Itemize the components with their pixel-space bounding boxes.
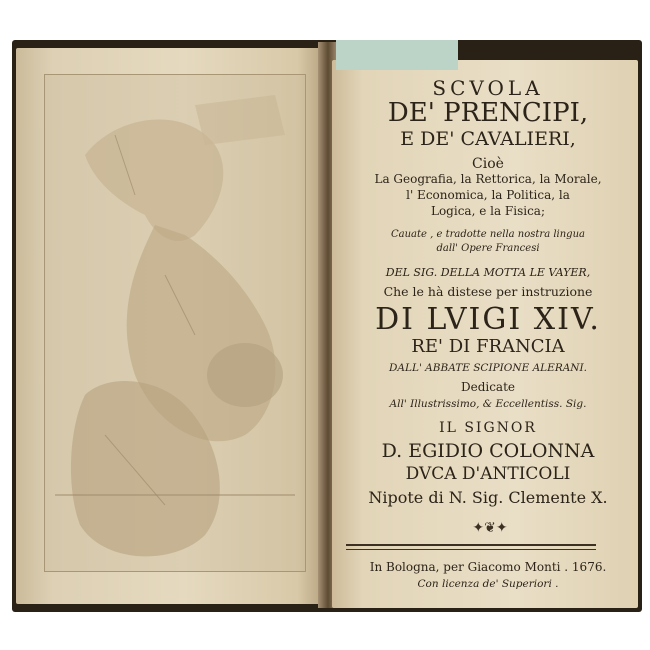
licence-line: Con licenza de' Superiori .	[417, 578, 559, 590]
dedicatee-name: D. EGIDIO COLONNA	[381, 440, 595, 462]
title-line-3: E DE' CAVALIERI,	[400, 128, 576, 150]
translator-line: DALL' ABBATE SCIPIONE ALERANI.	[389, 362, 587, 374]
source-line-2: dall' Opere Francesi	[436, 243, 540, 254]
double-rule-bottom	[346, 549, 596, 550]
instruction-line: Che le hà distese per instruzione	[383, 284, 593, 299]
dedicatee-title: DVCA D'ANTICOLI	[405, 464, 571, 484]
dedicatee-relation: Nipote di N. Sig. Clemente X.	[368, 488, 608, 507]
king-title: RE' DI FRANCIA	[411, 336, 565, 357]
frontispiece-engraving	[44, 74, 306, 572]
subtitle-cioe: Cioè	[472, 156, 504, 172]
bookmark-slip	[336, 40, 458, 70]
printer-ornament-icon: ✦❦✦	[472, 520, 508, 536]
dedicate-line: Dedicate	[460, 380, 516, 394]
title-line-2: DE' PRENCIPI,	[387, 98, 589, 128]
source-line-1: Cauate , e tradotte nella nostra lingua	[391, 229, 585, 240]
il-signor-line: IL SIGNOR	[439, 420, 537, 436]
subjects-line-3: Logica, e la Fisica;	[430, 204, 546, 218]
author-line: DEL SIG. DELLA MOTTA LE VAYER,	[385, 266, 591, 279]
imprint-line: In Bologna, per Giacomo Monti . 1676.	[369, 560, 607, 574]
king-name: DI LVIGI XIV.	[375, 302, 601, 337]
honorific-line: All' Illustrissimo, & Eccellentiss. Sig.	[389, 398, 587, 410]
title-line-1: SCVOLA	[432, 76, 544, 100]
subjects-line-1: La Geografia, la Rettorica, la Morale,	[374, 172, 602, 186]
engraving-figure-image	[45, 75, 305, 571]
subjects-line-2: l' Economica, la Politica, la	[406, 188, 570, 202]
double-rule-top	[346, 544, 596, 546]
